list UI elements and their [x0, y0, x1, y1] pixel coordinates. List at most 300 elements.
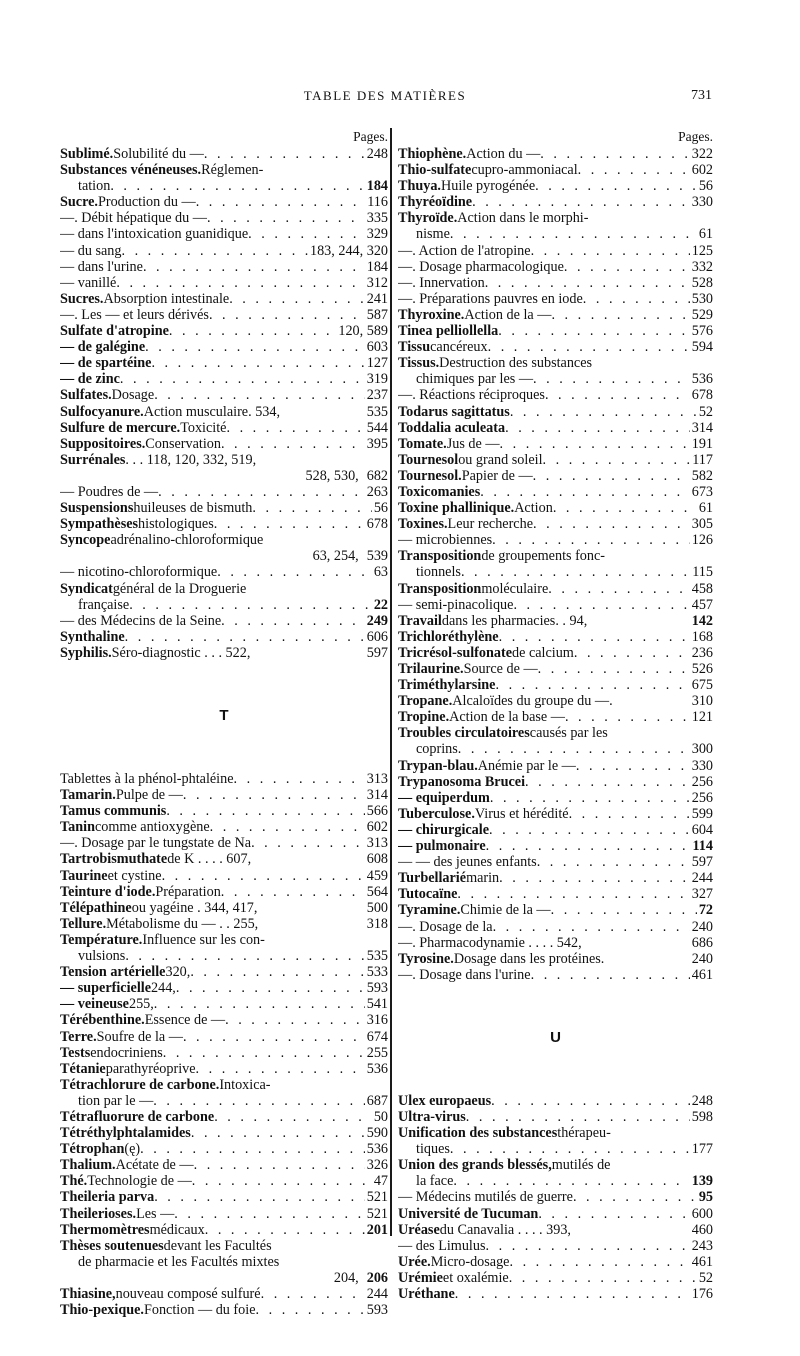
page-reference: 322: [691, 146, 713, 162]
page-reference: 582: [691, 467, 713, 484]
index-entry: [60, 581, 388, 613]
entry-text: — nicotino-chloroformique: [60, 564, 218, 581]
entry-text: Réglemen-: [201, 162, 264, 179]
index-entry: [60, 835, 388, 851]
index-entry: [60, 1173, 388, 1189]
leader-dots: [196, 1061, 365, 1077]
entry-text: Alcaloïdes du groupe du —.: [452, 693, 613, 710]
entry-heading: Thiasine,: [60, 1286, 116, 1302]
index-entry: [60, 323, 388, 339]
index-line: [60, 146, 388, 162]
leader-dots: [116, 275, 364, 291]
index-line: [398, 484, 713, 500]
index-entry: [60, 371, 388, 387]
page-reference: 115: [692, 564, 713, 581]
entry-heading: Transposition: [398, 580, 482, 597]
entry-text: Action dans le morphi-: [457, 210, 589, 227]
entry-text: Métabolisme du — . . 255,: [106, 915, 259, 932]
index-entry: [398, 1093, 713, 1109]
index-entry: [398, 548, 713, 580]
index-line: [398, 194, 713, 210]
leader-dots: [221, 884, 365, 900]
entry-text: — des Médecins de la Seine: [60, 612, 222, 629]
leader-dots: [183, 1029, 365, 1045]
index-entry: [60, 1302, 388, 1318]
index-entry: [398, 790, 713, 806]
index-line: [60, 532, 388, 548]
index-line: [60, 980, 388, 996]
entry-text: moléculaire: [481, 580, 549, 597]
leader-dots: [248, 226, 365, 242]
entry-heading: Térébenthine.: [60, 1012, 145, 1029]
entry-text: Solubilité du —: [113, 146, 204, 162]
page-reference: 597: [366, 644, 388, 661]
entry-heading: Tuberculose.: [398, 805, 475, 822]
entry-text: Dosage dans les protéines.: [453, 950, 605, 967]
index-line: [60, 323, 388, 339]
index-entry: [60, 452, 388, 484]
index-entry: [398, 243, 713, 259]
index-line: [60, 226, 388, 242]
index-entry: [398, 468, 713, 484]
entry-text: devant les Facultés: [163, 1237, 272, 1254]
leader-dots: [499, 629, 690, 645]
index-entry: [60, 629, 388, 645]
entry-text: parathyréoprive: [105, 1060, 196, 1077]
entry-text: coprins: [416, 741, 458, 758]
entry-heading: Suspensions: [60, 500, 134, 517]
index-line: [60, 1093, 388, 1109]
leader-dots: [234, 771, 365, 787]
leader-dots: [472, 194, 690, 210]
leader-dots: [163, 1045, 365, 1061]
leader-dots: [509, 1270, 697, 1286]
leader-dots: [531, 243, 690, 259]
page-reference: 249: [366, 612, 388, 629]
page-reference: 313: [366, 771, 388, 787]
page-reference: 460: [691, 1221, 713, 1238]
entry-text: —. Les — et leurs dérivés: [60, 306, 209, 323]
left-entries-s: [60, 146, 388, 661]
index-line: [398, 1286, 713, 1302]
entry-text: —. Action de l'atropine: [398, 242, 531, 259]
page-reference: 120, 589: [338, 323, 388, 340]
entry-text: comme antioxygène: [94, 819, 210, 836]
entry-heading: Tamarin.: [60, 787, 116, 804]
entry-text: —. Réactions réciproques: [398, 387, 545, 404]
index-line: [60, 964, 388, 980]
index-line: [60, 194, 388, 210]
entry-text: Essence de —: [144, 1012, 226, 1029]
leader-dots: [256, 1302, 365, 1318]
entry-heading: Tyrosine.: [398, 950, 454, 967]
index-entry: [398, 307, 713, 323]
page-reference: 521: [366, 1205, 388, 1222]
index-line: [60, 819, 388, 835]
entry-text: — vanillé: [60, 274, 117, 291]
leader-dots: [221, 436, 365, 452]
page-reference: 117: [692, 451, 713, 468]
page-reference: 22: [373, 596, 388, 613]
entry-text: nisme: [416, 226, 450, 243]
page-reference: 461: [691, 1253, 713, 1270]
index-entry: [398, 323, 713, 339]
entry-heading: Trichloréthylène: [398, 628, 499, 645]
entry-text: — des Limulus: [398, 1237, 486, 1254]
index-line: [398, 291, 713, 307]
entry-heading: Sucres.: [60, 290, 104, 307]
index-line: [60, 1302, 388, 1318]
entry-text: —. Préparations pauvres en iode: [398, 290, 583, 307]
leader-dots: [221, 613, 365, 629]
index-entry: [398, 1157, 713, 1189]
page-reference: 255: [366, 1044, 388, 1061]
index-line: [60, 404, 388, 420]
page-reference: 52: [698, 403, 713, 420]
index-line: [398, 629, 713, 645]
index-entry: [398, 387, 713, 403]
index-line: [398, 1222, 713, 1238]
page-reference: 395: [366, 435, 388, 452]
entry-text: marin: [466, 870, 500, 887]
leader-dots: [217, 564, 372, 580]
page-reference: 248: [691, 1092, 713, 1109]
page-reference: 316: [366, 1012, 388, 1029]
index-line: [398, 500, 713, 516]
entry-text: de calcium: [512, 644, 574, 661]
entry-text: cancéreux: [430, 339, 488, 356]
entry-text: nouveau composé sulfuré: [115, 1286, 261, 1302]
index-line: [60, 1254, 388, 1270]
leader-dots: [229, 291, 365, 307]
entry-heading: Theilerioses.: [60, 1205, 137, 1222]
entry-text: thérapeu-: [557, 1125, 611, 1142]
index-line: [398, 532, 713, 548]
entry-heading: Urée.: [398, 1253, 431, 1270]
entry-heading: Syncope: [60, 532, 111, 549]
page-reference: 56: [698, 178, 713, 195]
right-entries-t: [398, 146, 713, 983]
index-line: [60, 516, 388, 532]
entry-heading: Tinea pelliollella: [398, 323, 499, 340]
index-line: [398, 870, 713, 886]
page-reference: 240: [691, 918, 713, 935]
leader-dots: [500, 436, 690, 452]
index-line: [398, 886, 713, 902]
index-entry: [60, 420, 388, 436]
section-gap: [398, 1053, 713, 1093]
leader-dots: [466, 1109, 690, 1125]
index-line: [60, 452, 388, 468]
entry-text: Préparation: [155, 883, 221, 900]
leader-dots: [191, 1125, 365, 1141]
page-reference: 114: [692, 838, 713, 855]
index-line: [398, 677, 713, 693]
index-entry: [60, 1029, 388, 1045]
entry-text: — dans l'intoxication guanidique: [60, 226, 249, 243]
page-reference: 191: [691, 435, 713, 452]
page-reference: 312: [366, 274, 388, 291]
entry-text: Tablettes à la phénol-phtaléine: [60, 771, 234, 787]
leader-dots: [205, 1222, 365, 1238]
page-reference: 533: [366, 964, 388, 981]
index-line: [60, 1077, 388, 1093]
index-line: [398, 709, 713, 725]
entry-text: endocriniens: [90, 1044, 163, 1061]
index-entry: [60, 1077, 388, 1109]
leader-dots: [553, 500, 697, 516]
entry-heading: Sulfure de mercure.: [60, 419, 181, 436]
page-reference: 310: [691, 693, 713, 710]
index-entry: [398, 967, 713, 983]
page-reference: 63: [373, 564, 388, 581]
entry-text: cupro-ammoniacal: [471, 162, 578, 179]
index-line: [398, 339, 713, 355]
page-reference: 206: [366, 1269, 388, 1286]
index-entry: [398, 436, 713, 452]
entry-heading: Thyréoïdine: [398, 194, 473, 211]
index-entry: [60, 1157, 388, 1173]
leader-dots: [499, 870, 690, 886]
entry-heading: Tétrophan: [60, 1141, 125, 1158]
leader-dots: [204, 146, 365, 162]
leader-dots: [551, 902, 697, 918]
entry-heading: Thuya.: [398, 178, 441, 195]
index-entry: [398, 210, 713, 242]
index-entry: [398, 291, 713, 307]
leader-dots: [564, 259, 690, 275]
entry-text: Pulpe de —: [115, 787, 183, 804]
page-number: 731: [691, 88, 712, 103]
leader-dots: [455, 1286, 690, 1302]
index-line: [398, 1125, 713, 1141]
leader-dots: [548, 581, 689, 597]
entry-heading: Université de Tucuman: [398, 1205, 539, 1222]
index-entry: [60, 1125, 388, 1141]
index-line: [398, 854, 713, 870]
leader-dots: [453, 1173, 689, 1189]
index-entry: [398, 677, 713, 693]
page-reference: 602: [691, 162, 713, 179]
index-line: [60, 1157, 388, 1173]
index-entry: [398, 758, 713, 774]
leader-dots: [489, 822, 690, 838]
page-reference: 674: [366, 1028, 388, 1045]
entry-heading: Thermomètres: [60, 1221, 150, 1238]
index-line: [398, 516, 713, 532]
index-entry: [398, 420, 713, 436]
index-line: [60, 387, 388, 403]
page-reference: 457: [691, 596, 713, 613]
index-entry: [60, 819, 388, 835]
entry-text: Micro-dosage: [430, 1253, 510, 1270]
entry-text: Influence sur les con-: [142, 931, 265, 948]
index-line: [398, 162, 713, 178]
index-line: [60, 932, 388, 948]
entry-heading: Uréase: [398, 1221, 440, 1238]
entry-heading: Trypanosoma Brucei: [398, 773, 526, 790]
index-entry: [60, 436, 388, 452]
index-line: [60, 355, 388, 371]
entry-heading: Uréthane: [398, 1286, 455, 1302]
leader-dots: [569, 806, 690, 822]
entry-heading: — veineuse: [60, 996, 129, 1013]
entry-heading: — equiperdum: [398, 789, 490, 806]
index-line: [60, 1045, 388, 1061]
index-line: [398, 436, 713, 452]
index-entry: [60, 645, 388, 661]
entry-heading: Taurine: [60, 867, 108, 884]
entry-heading: Theileria parva: [60, 1189, 155, 1206]
leader-dots: [196, 194, 366, 210]
entry-text: Anémie par le —: [477, 757, 576, 774]
entry-text: —. Dosage pharmacologique: [398, 258, 564, 275]
leader-dots: [154, 996, 365, 1012]
leader-dots: [129, 597, 372, 613]
page-reference: 318: [366, 915, 388, 932]
page-reference: 686: [691, 934, 713, 951]
index-entry: [60, 355, 388, 371]
leader-dots: [140, 1141, 365, 1157]
index-line: [60, 581, 388, 597]
index-entry: [398, 1109, 713, 1125]
leader-dots: [490, 790, 690, 806]
entry-text: Action de la base —: [449, 709, 565, 726]
entry-text: 63, 254,: [312, 548, 359, 565]
entry-text: — semi-pinacolique: [398, 596, 514, 613]
leader-dots: [537, 854, 690, 870]
index-entry: [60, 484, 388, 500]
index-line: [398, 581, 713, 597]
index-entry: [60, 884, 388, 900]
page-reference: 598: [691, 1108, 713, 1125]
index-line: [60, 1012, 388, 1028]
index-line: [60, 613, 388, 629]
index-line: [398, 951, 713, 967]
entry-text: — — des jeunes enfants: [398, 854, 537, 871]
index-line: [60, 291, 388, 307]
leader-dots: [485, 275, 690, 291]
index-line: [60, 1238, 388, 1254]
index-line: [60, 916, 388, 932]
left-column: [60, 128, 388, 1318]
index-entry: [398, 854, 713, 870]
page-reference: 176: [691, 1286, 713, 1302]
page-reference: 237: [366, 387, 388, 404]
index-entry: [60, 275, 388, 291]
index-entry: [60, 291, 388, 307]
index-line: [398, 1206, 713, 1222]
page-reference: 602: [366, 819, 388, 836]
section-letter-t: T: [219, 707, 229, 724]
index-entry: [60, 980, 388, 996]
index-line: [60, 468, 388, 484]
entry-heading: Substances vénéneuses.: [60, 162, 202, 179]
entry-heading: Sympathèses: [60, 516, 139, 533]
entry-text: Huile pyrogénée: [440, 178, 536, 195]
leader-dots: [540, 146, 689, 162]
entry-heading: Tyramine.: [398, 902, 461, 919]
entry-text: — dans l'urine: [60, 258, 143, 275]
page-reference: 61: [698, 500, 713, 517]
index-line: [60, 900, 388, 916]
entry-text: et cystine: [107, 867, 162, 884]
index-line: [398, 452, 713, 468]
leader-dots: [450, 1141, 690, 1157]
leader-dots: [509, 1254, 689, 1270]
entry-heading: Sulfocyanure.: [60, 403, 144, 420]
page-reference: 594: [691, 339, 713, 356]
entry-text: — du sang: [60, 242, 122, 259]
page-reference: 116: [367, 194, 388, 211]
index-line: [60, 1173, 388, 1189]
index-entry: [60, 900, 388, 916]
leader-dots: [573, 1189, 697, 1205]
index-line: [60, 1189, 388, 1205]
entry-text: Acétate de —: [115, 1157, 194, 1174]
leader-dots: [457, 886, 689, 902]
index-entry: [398, 806, 713, 822]
index-entry: [60, 146, 388, 162]
index-entry: [60, 1045, 388, 1061]
index-line: [398, 758, 713, 774]
page-reference: 526: [691, 661, 713, 677]
entry-heading: Tricrésol-sulfonate: [398, 644, 512, 661]
page-reference: 566: [366, 803, 388, 820]
index-entry: [398, 1125, 713, 1157]
index-line: [398, 838, 713, 854]
index-line: [60, 548, 388, 564]
entry-text: mutilés de: [551, 1157, 611, 1174]
leader-dots: [153, 1093, 364, 1109]
page-reference: 576: [691, 323, 713, 340]
entry-heading: Suppositoires.: [60, 435, 146, 452]
entry-heading: Toxine phallinique.: [398, 500, 515, 517]
column-divider: [390, 128, 392, 1236]
index-line: [398, 902, 713, 918]
index-entry: [60, 1189, 388, 1205]
entry-text: dans les pharmacies. . 94,: [441, 612, 588, 629]
leader-dots: [154, 387, 365, 403]
entry-heading: Triméthylarsine: [398, 677, 496, 694]
entry-heading: Tanin: [60, 819, 95, 836]
entry-text: Absorption intestinale: [103, 290, 230, 307]
index-line: [398, 693, 713, 709]
index-line: [60, 307, 388, 323]
entry-text: Toxicité: [180, 419, 227, 436]
index-entry: [398, 693, 713, 709]
page-reference: 61: [698, 226, 713, 243]
page-reference: 458: [691, 580, 713, 597]
leader-dots: [261, 1286, 365, 1302]
entry-heading: Thé.: [60, 1173, 88, 1190]
page-reference: 263: [366, 483, 388, 500]
index-line: [60, 771, 388, 787]
entry-heading: Transposition: [398, 548, 482, 565]
page-reference: 47: [373, 1173, 388, 1190]
entry-heading: Tissu: [398, 339, 431, 356]
page-reference: 256: [691, 789, 713, 806]
leader-dots: [498, 323, 689, 339]
leader-dots: [583, 291, 690, 307]
entry-heading: Ultra-virus: [398, 1108, 466, 1125]
entry-text: tation: [78, 178, 111, 195]
index-line: [398, 548, 713, 564]
leader-dots: [578, 162, 690, 178]
index-entry: [398, 838, 713, 854]
page-reference: 673: [691, 483, 713, 500]
entry-text: Conservation: [145, 435, 221, 452]
